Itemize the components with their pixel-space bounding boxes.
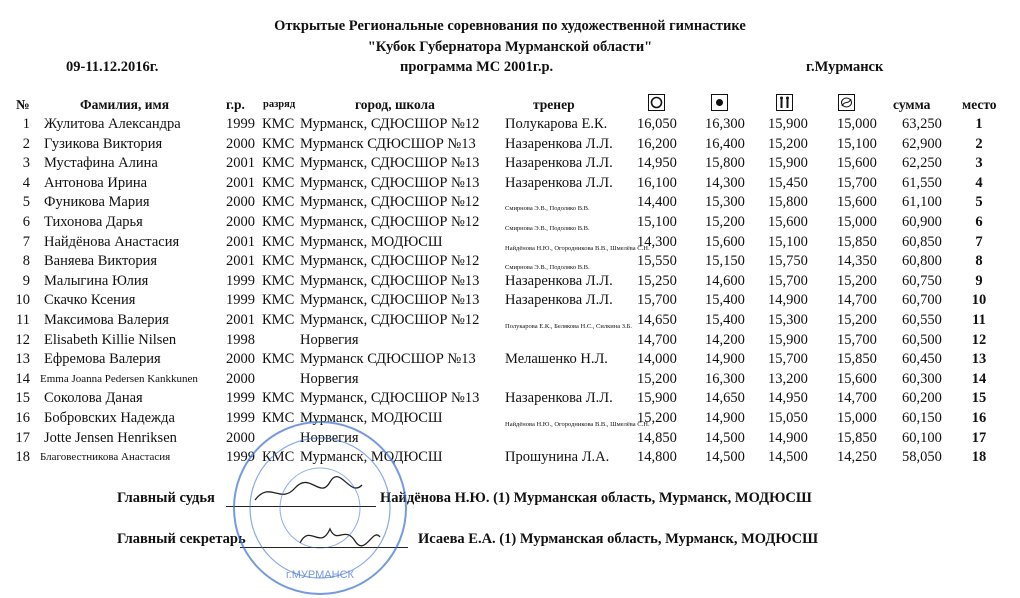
score-hoop: 15,250 [637,272,677,289]
athlete-name: Тихонова Дарья [44,214,143,230]
city-school: Мурманск, МОДЮСШ [300,410,443,426]
athlete-name: Соколова Даная [44,390,143,407]
score-ribbon: 15,850 [837,233,877,250]
score-ball: 15,200 [705,214,745,230]
table-row [0,349,1020,369]
athlete-name: Ефремова Валерия [44,351,161,368]
score-hoop: 14,300 [637,233,677,250]
birth-year: 1999 [226,272,255,289]
rank: КМС [262,253,295,270]
rank: КМС [262,194,295,211]
ball-icon [711,94,728,111]
score-hoop: 16,050 [637,116,677,132]
athlete-name: Максимова Валерия [44,312,169,328]
score-clubs: 15,700 [768,272,808,289]
city-school: Норвегия [300,429,359,446]
city-school: Мурманск, МОДЮСШ [300,449,443,466]
place: 2 [975,135,983,152]
row-number: 12 [15,331,30,348]
score-hoop: 14,650 [637,312,677,328]
table-row [0,408,1020,428]
athlete-name: Гузикова Виктория [44,135,163,152]
city-school: Мурманск, СДЮСШОР №12 [300,194,480,211]
clubs-icon [776,94,793,111]
total-score: 63,250 [902,116,942,132]
score-clubs: 15,800 [768,194,808,211]
score-ribbon: 15,600 [837,194,877,211]
coach: Найдёнова Н.Ю., Огородникова В.В., Шмелёва С.Н. [505,244,650,252]
total-score: 60,750 [902,272,942,289]
athlete-name: Малыгина Юлия [44,272,149,289]
birth-year: 2000 [226,429,255,446]
rank: КМС [262,174,295,191]
city-school: Мурманск, МОДЮСШ [300,233,443,250]
score-ball: 14,600 [705,272,745,289]
place: 16 [971,410,987,426]
score-ball: 16,300 [705,116,745,132]
col-city-school: город, школа [355,97,435,112]
birth-year: 1999 [226,390,255,407]
score-clubs: 14,900 [768,292,808,309]
birth-year: 1999 [226,449,255,466]
total-score: 60,700 [902,292,942,309]
score-ribbon: 15,000 [837,116,877,132]
score-hoop: 14,700 [637,331,677,348]
coach: Полукарова Е.К. [505,116,608,132]
coach: Полукарова Е.К., Белякова Н.С., Силкина З.Б. [505,323,632,330]
coach: Смирнова Э.В., Подоляко В.В. [505,264,590,272]
athlete-name: Ваняева Виктория [44,253,158,270]
hoop-icon [648,94,665,111]
table-row [0,192,1020,212]
total-score: 60,800 [902,253,942,270]
score-hoop: 14,950 [637,155,677,172]
col-place: место [962,97,997,112]
place: 14 [971,370,987,387]
place: 18 [971,449,987,466]
city-school: Мурманск, СДЮСШОР №12 [300,116,480,132]
table-row [0,388,1020,408]
city-school: Норвегия [300,331,359,348]
coach: Назаренкова Л.Л. [505,390,613,407]
score-hoop: 15,100 [637,214,677,230]
table-row [0,271,1020,291]
athlete-name: Благовестникова Анастасия [40,451,171,464]
total-score: 62,900 [902,135,942,152]
table-row [0,153,1020,173]
table-row [0,428,1020,448]
official-stamp [220,418,420,598]
row-number: 18 [15,449,30,466]
row-number: 5 [22,194,30,211]
score-ribbon: 15,100 [837,135,877,152]
program: программа МС 2001г.р. [400,59,554,75]
athlete-name: Мустафина Алина [44,155,158,172]
total-score: 60,300 [902,370,942,387]
city-school: Мурманск СДЮСШОР №13 [300,351,476,368]
score-ball: 15,800 [705,155,745,172]
birth-year: 2001 [226,233,255,250]
col-total: сумма [893,97,931,112]
athlete-name: Фуникова Мария [44,194,150,211]
score-ball: 14,300 [705,174,745,191]
birth-year: 2000 [226,194,255,211]
table-row [0,114,1020,134]
birth-year: 1999 [226,116,255,132]
birth-year: 2001 [226,155,255,172]
rank: КМС [262,272,295,289]
city-school: Мурманск СДЮСШОР №13 [300,135,476,152]
coach: Смирнова Э.В., Подоляко В.В. [505,205,590,213]
athlete-name: Скачко Ксения [44,292,136,309]
birth-year: 1999 [226,292,255,309]
score-ribbon: 15,200 [837,272,877,289]
place: 13 [971,351,987,368]
score-ball: 15,600 [705,233,745,250]
col-no: № [16,97,30,112]
score-clubs: 15,450 [768,174,808,191]
total-score: 60,900 [902,214,942,230]
rank: КМС [262,449,295,466]
athlete-name: Elisabeth Killie Nilsen [44,331,177,348]
birth-year: 2001 [226,174,255,191]
score-clubs: 15,700 [768,351,808,368]
athlete-name: Jotte Jensen Henriksen [44,429,177,446]
athlete-name: Emma Joanna Pedersen Kankkunen [40,372,198,385]
score-hoop: 15,200 [637,410,677,426]
rank: КМС [262,351,295,368]
col-coach: тренер [533,97,575,112]
score-ribbon: 15,700 [837,331,877,348]
score-clubs: 15,900 [768,155,808,172]
athlete-name: Жулитова Александра [44,116,181,132]
score-hoop: 16,100 [637,174,677,191]
row-number: 14 [15,370,30,387]
score-ribbon: 15,000 [837,410,877,426]
score-clubs: 14,900 [768,429,808,446]
row-number: 17 [15,429,30,446]
table-row [0,290,1020,310]
score-ball: 14,500 [705,449,745,466]
score-clubs: 15,750 [768,253,808,270]
score-clubs: 14,500 [768,449,808,466]
score-clubs: 14,950 [768,390,808,407]
rank: КМС [262,135,295,152]
score-ball: 15,300 [705,194,745,211]
judge-name: Найдёнова Н.Ю. (1) Мурманская область, Мурманск, МОДЮСШ [380,490,812,506]
place: 7 [975,233,983,250]
col-rank: разряд [263,99,296,110]
score-clubs: 13,200 [768,370,808,387]
birth-year: 2000 [226,351,255,368]
score-ribbon: 15,850 [837,429,877,446]
score-clubs: 15,050 [768,410,808,426]
row-number: 15 [15,390,30,407]
row-number: 16 [15,410,30,426]
birth-year: 1999 [226,410,255,426]
city-school: Мурманск, СДЮСШОР №13 [300,390,480,407]
score-ribbon: 15,600 [837,155,877,172]
place: 12 [971,331,987,348]
place: 8 [975,253,983,270]
place: 4 [975,174,983,191]
table-row [0,369,1020,389]
total-score: 62,250 [902,155,942,172]
birth-year: 2001 [226,312,255,328]
row-number: 11 [16,312,30,328]
score-ball: 16,300 [705,370,745,387]
row-number: 13 [15,351,30,368]
svg-text:г.МУРМАНСК: г.МУРМАНСК [286,569,354,581]
place: 17 [971,429,987,446]
score-ribbon: 14,250 [837,449,877,466]
city-school: Мурманск, СДЮСШОР №12 [300,214,480,230]
place: 11 [972,312,986,328]
birth-year: 2001 [226,253,255,270]
city-school: Норвегия [300,370,359,387]
total-score: 60,150 [902,410,942,426]
score-clubs: 15,600 [768,214,808,230]
city-school: Мурманск, СДЮСШОР №12 [300,253,480,270]
coach: Прошунина Л.А. [505,449,610,466]
total-score: 60,850 [902,233,942,250]
place: 1 [975,116,983,132]
col-year: г.р. [226,97,245,112]
score-clubs: 15,200 [768,135,808,152]
table-row [0,447,1020,467]
score-ball: 14,900 [705,410,745,426]
row-number: 8 [22,253,30,270]
row-number: 1 [22,116,30,132]
rank: КМС [262,116,295,132]
score-ball: 14,650 [705,390,745,407]
rank: КМС [262,312,295,328]
table-row [0,232,1020,252]
birth-year: 2000 [226,135,255,152]
score-ribbon: 15,600 [837,370,877,387]
athlete-name: Бобровских Надежда [44,410,175,426]
title-line1: Открытые Региональные соревнования по художественной гимнастике [274,18,746,34]
col-name: Фамилия, имя [80,97,170,112]
rank: КМС [262,292,295,309]
rank: КМС [262,155,295,172]
score-hoop: 15,200 [637,370,677,387]
table-row [0,251,1020,271]
rank: КМС [262,233,295,250]
score-ball: 14,500 [705,429,745,446]
score-ribbon: 15,850 [837,351,877,368]
total-score: 60,450 [902,351,942,368]
place: 5 [975,194,983,211]
score-clubs: 15,900 [768,116,808,132]
score-hoop: 14,850 [637,429,677,446]
rank: КМС [262,390,295,407]
score-hoop: 14,400 [637,194,677,211]
total-score: 60,550 [902,312,942,328]
total-score: 61,100 [902,194,942,211]
total-score: 60,100 [902,429,942,446]
city-school: Мурманск, СДЮСШОР №13 [300,292,480,309]
score-ribbon: 14,700 [837,390,877,407]
row-number: 6 [22,214,30,230]
score-ball: 15,150 [705,253,745,270]
athlete-name: Найдёнова Анастасия [44,233,180,250]
score-hoop: 15,700 [637,292,677,309]
birth-year: 2000 [226,214,255,230]
score-ribbon: 15,700 [837,174,877,191]
table-row [0,134,1020,154]
secretary-name: Исаева Е.А. (1) Мурманская область, Мурманск, МОДЮСШ [418,531,819,547]
score-hoop: 15,550 [637,253,677,270]
city-school: Мурманск, СДЮСШОР №13 [300,174,480,191]
score-hoop: 14,000 [637,351,677,368]
city-school: Мурманск, СДЮСШОР №13 [300,272,480,289]
athlete-name: Антонова Ирина [44,174,148,191]
event-city: г.Мурманск [806,59,884,75]
score-clubs: 15,100 [768,233,808,250]
score-ball: 14,900 [705,351,745,368]
place: 3 [975,155,983,172]
coach: Мелашенко Н.Л. [505,351,608,368]
score-ball: 15,400 [705,312,745,328]
coach: Смирнова Э.В., Подоляко В.В. [505,225,590,232]
score-ribbon: 14,700 [837,292,877,309]
score-ball: 16,400 [705,135,745,152]
place: 6 [975,214,983,230]
city-school: Мурманск, СДЮСШОР №12 [300,312,480,328]
event-dates: 09-11.12.2016г. [66,59,159,75]
score-ball: 14,200 [705,331,745,348]
total-score: 61,550 [902,174,942,191]
coach: Назаренкова Л.Л. [505,272,613,289]
row-number: 4 [22,174,30,191]
ribbon-icon [838,94,855,111]
score-ribbon: 14,350 [837,253,877,270]
city-school: Мурманск, СДЮСШОР №13 [300,155,480,172]
birth-year: 2000 [226,370,255,387]
coach: Назаренкова Л.Л. [505,155,613,172]
row-number: 7 [22,233,30,250]
title-line2: "Кубок Губернатора Мурманской области" [367,39,653,55]
coach: Назаренкова Л.Л. [505,292,613,309]
place: 15 [971,390,987,407]
score-clubs: 15,900 [768,331,808,348]
secretary-label: Главный секретарь [117,531,246,547]
score-ribbon: 15,200 [837,312,877,328]
judge-label: Главный судья [117,490,215,506]
total-score: 60,500 [902,331,942,348]
row-number: 2 [22,135,30,152]
total-score: 58,050 [902,449,942,466]
row-number: 9 [22,272,30,289]
table-row [0,173,1020,193]
coach: Назаренкова Л.Л. [505,174,613,191]
table-row [0,310,1020,330]
place: 9 [975,272,983,289]
rank: КМС [262,214,295,230]
coach: Найдёнова Н.Ю., Огородникова В.В., Шмелёва С.Н. [505,421,650,428]
score-ribbon: 15,000 [837,214,877,230]
place: 10 [971,292,987,309]
birth-year: 1998 [226,331,255,348]
total-score: 60,200 [902,390,942,407]
score-hoop: 15,900 [637,390,677,407]
score-clubs: 15,300 [768,312,808,328]
row-number: 3 [22,155,30,172]
score-hoop: 14,800 [637,449,677,466]
table-row [0,212,1020,232]
score-ball: 15,400 [705,292,745,309]
row-number: 10 [15,292,30,309]
coach: Назаренкова Л.Л. [505,135,613,152]
rank: КМС [262,410,295,426]
score-hoop: 16,200 [637,135,677,152]
table-row [0,330,1020,350]
